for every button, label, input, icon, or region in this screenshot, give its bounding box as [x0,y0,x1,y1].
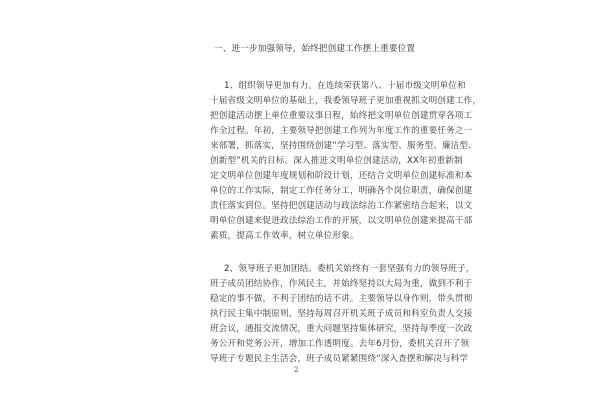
paragraph-line: 1、组织领导更加有力。在连续荣获第八、十届市级文明单位和 [224,81,466,91]
paragraph-line: 2、领导班子更加团结。委机关始终有一套坚强有力的领导班子， [224,264,475,274]
page-number: 2 [294,366,299,374]
paragraph-line: 十届省级文明单位的基础上，我委领导班子更加重视抓文明创建工作， [210,96,482,106]
paragraph-line: 定文明单位创建年度规划和阶段计划，还结合文明单位创建标准和本 [210,171,473,181]
paragraph-line: 来部署，抓落实，坚持围绕创建“学习型、落实型、服务型、廉洁型、 [210,141,477,151]
paragraph-line: 班会议，通报交流情况，重大问题坚持集体研究，坚持每季度一次政 [210,324,473,334]
paragraph-line: 把创建活动摆上单位重要议事日程，始终把文明单位创建贯穿各项工 [210,111,473,121]
paragraph-line: 素质，提高工作效率，树立单位形象。 [210,231,359,241]
paragraph-line: 创新型”机关的目标，深入推进文明单位创建活动，XX年初重新制 [210,156,463,166]
paragraph-line: 稳定的事不做，不利于团结的话不讲。主要领导以身作则，带头贯彻 [210,294,473,304]
paragraph-line: 责任落实到位。坚持把创建活动与政法综治工作紧密结合起来，以文 [210,201,473,211]
paragraph-line: 作全过程。年初，主要领导把创建工作列为年度工作的重要任务之一 [210,126,473,136]
section-title: 一、进一步加强领导，始终把创建工作摆上重要位置 [214,44,416,54]
paragraph-line: 执行民主集中制原则，坚持每周召开机关班子成员和科室负责人交接 [210,309,473,319]
paragraph-line: 班子成员团结协作，作风民主，并始终坚持以大局为重，做到不利于 [210,279,473,289]
paragraph-line: 明单位创建来促进政法综治工作的开展，以文明单位创建来提高干部 [210,216,473,226]
paragraph-line: 单位的工作实际，制定工作任务分工，明确各个岗位职责，确保创建 [210,186,473,196]
paragraph-line: 导班子专题民主生活会，班子成员紧紧围绕“深入查摆和解决与科学 [210,354,469,364]
paragraph-line: 务公开和党务公开，增加工作透明度。去年6月份，委机关召开了领 [210,339,470,349]
